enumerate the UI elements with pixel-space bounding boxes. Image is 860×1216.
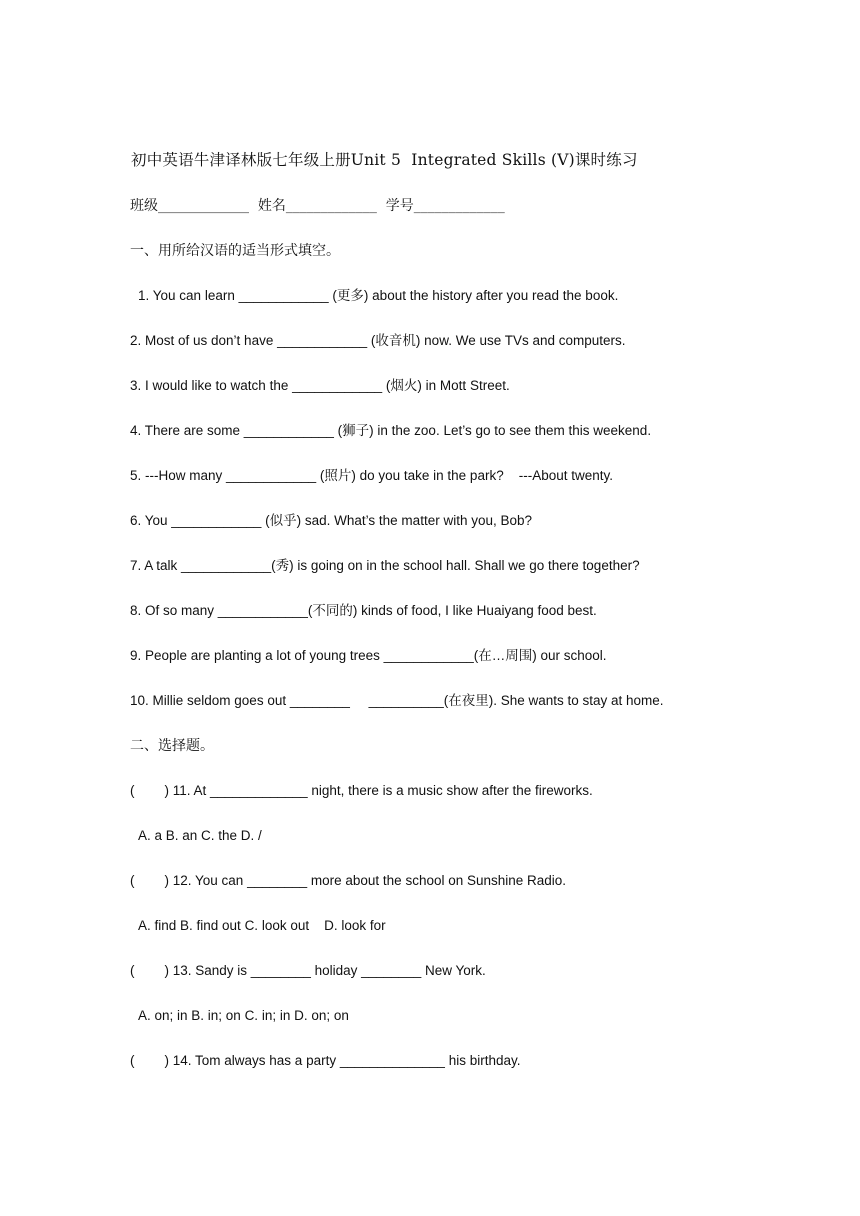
- section-heading-multiple-choice: 二、选择题。: [130, 738, 214, 754]
- question-7: 7. A talk ____________(秀) is going on in the school hall. Shall we go there together?: [130, 558, 640, 573]
- question-11-options: A. a B. an C. the D. /: [138, 828, 262, 843]
- question-12-stem: ( ) 12. You can ________ more about the school on Sunshine Radio.: [130, 873, 567, 888]
- student-info-line: 班级_____________ 姓名_____________ 学号_____________: [130, 198, 505, 214]
- question-11-stem: ( ) 11. At _____________ night, there is a music show after the fireworks.: [130, 783, 593, 798]
- question-5: 5. ---How many ____________ (照片) do you take in the park? ---About twenty.: [130, 468, 613, 483]
- question-9: 9. People are planting a lot of young trees ____________(在…周围) our school.: [130, 648, 607, 663]
- question-3: 3. I would like to watch the ____________ (烟火) in Mott Street.: [130, 378, 510, 393]
- section-heading-fill-in: 一、用所给汉语的适当形式填空。: [130, 243, 340, 259]
- page-title: 初中英语牛津译林版七年级上册Unit 5 Integrated Skills (V)课时练习: [131, 151, 638, 169]
- question-13-options: A. on; in B. in; on C. in; in D. on; on: [138, 1008, 349, 1023]
- question-13-stem: ( ) 13. Sandy is ________ holiday ________ New York.: [130, 963, 486, 978]
- question-14-stem: ( ) 14. Tom always has a party ______________ his birthday.: [130, 1053, 521, 1068]
- question-8: 8. Of so many ____________(不同的) kinds of food, I like Huaiyang food best.: [130, 603, 597, 618]
- question-12-options: A. find B. find out C. look out D. look for: [138, 918, 386, 933]
- question-1: 1. You can learn ____________ (更多) about the history after you read the book.: [138, 288, 619, 303]
- question-10: 10. Millie seldom goes out ________ __________(在夜里). She wants to stay at home.: [130, 693, 664, 708]
- question-2: 2. Most of us don’t have ____________ (收音机) now. We use TVs and computers.: [130, 333, 626, 348]
- question-4: 4. There are some ____________ (狮子) in the zoo. Let’s go to see them this weekend.: [130, 423, 652, 438]
- question-6: 6. You ____________ (似乎) sad. What’s the matter with you, Bob?: [130, 513, 533, 528]
